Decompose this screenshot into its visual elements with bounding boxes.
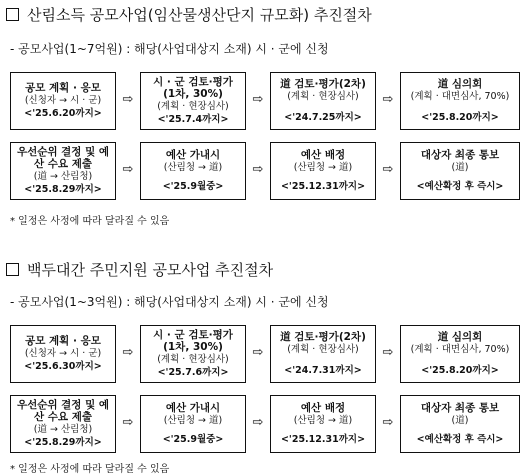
step-name: 道 심의회 (437, 78, 483, 90)
step-committee (400, 72, 520, 130)
arrow-right-icon: ⇨ (382, 345, 394, 360)
step-province-review (270, 72, 376, 130)
step-application (10, 325, 116, 383)
step-name: 시 · 군 검토·평가 (153, 76, 233, 88)
step-name: 예산 가내시 (165, 402, 221, 414)
step-detail: (산림청 → 道) (293, 415, 353, 426)
arrow-right-icon: ⇨ (122, 415, 134, 430)
step-date: <'25.7.6까지> (157, 367, 229, 378)
step-city-review (140, 325, 246, 383)
checkbox-square-icon (6, 8, 19, 21)
step-detail: (계획 · 대면심사, 70%) (410, 91, 510, 102)
step-detail: (계획 · 대면심사, 70%) (410, 344, 510, 355)
section-title (6, 259, 273, 280)
section-subtitle: - 공모사업(1~3억원) : 해당(사업대상지 소재) 시 · 군에 신청 (10, 295, 329, 309)
step-budget-notice (140, 142, 246, 200)
arrow-right-icon: ⇨ (122, 92, 134, 107)
step-name: 공모 계획 · 응모 (25, 335, 101, 347)
step-date: <'25.6.20까지> (24, 108, 102, 119)
section-subtitle: - 공모사업(1~7억원) : 해당(사업대상지 소재) 시 · 군에 신청 (10, 42, 329, 56)
step-detail: (신청자 → 시 · 군) (24, 95, 102, 106)
step-date: <'25.8.29까지> (24, 184, 102, 195)
step-detail: (신청자 → 시 · 군) (24, 348, 102, 359)
arrow-right-icon: ⇨ (252, 345, 264, 360)
step-name: 예산 배정 (300, 149, 346, 161)
process-row-1 (10, 72, 520, 132)
step-budget-allocation (270, 142, 376, 200)
step-detail: (계획 · 현장심사) (287, 344, 359, 355)
step-priority (10, 395, 116, 453)
arrow-right-icon: ⇨ (252, 92, 264, 107)
step-detail: (산림청 → 道) (163, 162, 223, 173)
arrow-right-icon: ⇨ (382, 415, 394, 430)
arrow-right-icon: ⇨ (122, 162, 134, 177)
step-date: <'25.12.31까지> (280, 181, 366, 192)
step-province-review (270, 325, 376, 383)
step-budget-allocation (270, 395, 376, 453)
arrow-right-icon: ⇨ (382, 92, 394, 107)
step-detail: (道 → 산림청) (33, 424, 93, 435)
step-date: <'25.8.29까지> (24, 437, 102, 448)
step-detail-2: (계획 · 현장심사) (157, 101, 229, 112)
step-date: <'25.7.4까지> (157, 114, 229, 125)
step-detail: (道) (451, 162, 469, 173)
step-date: <'25.8.20까지> (421, 365, 499, 376)
step-priority (10, 142, 116, 200)
step-date: <'25.6.30까지> (24, 361, 102, 372)
schedule-note: * 일정은 사정에 따라 달라질 수 있음 (10, 464, 170, 475)
step-name: 우선순위 결정 및 예산 수요 제출 (16, 146, 110, 170)
step-date: <예산확정 후 즉시> (416, 181, 504, 192)
section-title-text: 산림소득 공모사업(임산물생산단지 규모화) 추진절차 (27, 6, 372, 24)
step-date: <예산확정 후 즉시> (416, 434, 504, 445)
step-budget-notice (140, 395, 246, 453)
step-detail: (道 → 산림청) (33, 171, 93, 182)
step-committee (400, 325, 520, 383)
schedule-note: * 일정은 사정에 따라 달라질 수 있음 (10, 216, 170, 227)
step-detail: (산림청 → 道) (163, 415, 223, 426)
section-baekdudaegan (0, 257, 526, 475)
step-detail: (1차, 30%) (163, 341, 223, 353)
step-name: 예산 가내시 (165, 149, 221, 161)
step-name: 道 검토·평가(2차) (280, 331, 366, 343)
arrow-right-icon: ⇨ (122, 345, 134, 360)
section-title-text: 백두대간 주민지원 공모사업 추진절차 (27, 261, 274, 279)
step-date: <'24.7.25까지> (284, 112, 362, 123)
checkbox-square-icon (6, 263, 19, 276)
step-name: 道 검토·평가(2차) (280, 78, 366, 90)
step-name: 예산 배정 (300, 402, 346, 414)
step-date: <'25.9월중> (162, 434, 224, 445)
step-detail: (道) (451, 415, 469, 426)
step-name: 道 심의회 (437, 331, 483, 343)
step-date: <'24.7.31까지> (284, 365, 362, 376)
step-detail: (계획 · 현장심사) (287, 91, 359, 102)
step-final-notice (400, 395, 520, 453)
section-forest-income (0, 0, 526, 237)
step-city-review (140, 72, 246, 130)
step-name: 우선순위 결정 및 예산 수요 제출 (16, 399, 110, 423)
section-title (6, 4, 372, 25)
step-name: 공모 계획 · 응모 (25, 82, 101, 94)
step-detail: (1차, 30%) (163, 88, 223, 100)
process-row-2 (10, 395, 520, 455)
step-application (10, 72, 116, 130)
step-detail-2: (계획 · 현장심사) (157, 354, 229, 365)
step-final-notice (400, 142, 520, 200)
step-date: <'25.8.20까지> (421, 112, 499, 123)
step-name: 시 · 군 검토·평가 (153, 329, 233, 341)
process-row-2 (10, 142, 520, 202)
step-date: <'25.12.31까지> (280, 434, 366, 445)
arrow-right-icon: ⇨ (382, 162, 394, 177)
step-detail: (산림청 → 道) (293, 162, 353, 173)
step-name: 대상자 최종 통보 (420, 402, 500, 414)
step-date: <'25.9월중> (162, 181, 224, 192)
arrow-right-icon: ⇨ (252, 415, 264, 430)
step-name: 대상자 최종 통보 (420, 149, 500, 161)
arrow-right-icon: ⇨ (252, 162, 264, 177)
process-row-1 (10, 325, 520, 385)
